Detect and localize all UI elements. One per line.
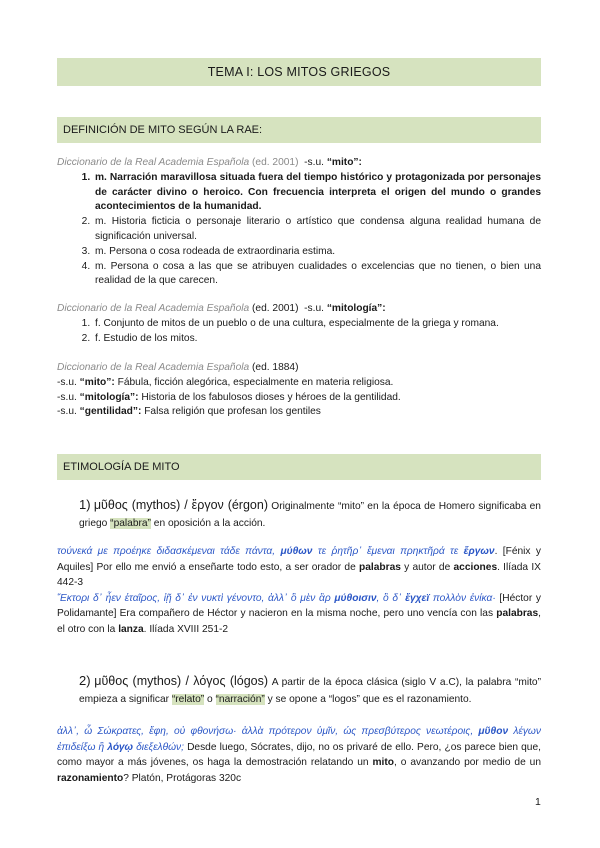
list-item: 1. f. Conjunto de mitos de un pueblo o de una cultura, especialmente de la griega y romana.	[93, 317, 541, 332]
section-heading-etimologia: ETIMOLOGÍA DE MITO	[57, 454, 541, 480]
list-item: 2. m. Historia ficticia o personaje literario o artístico que condensa alguna realidad humana de significación universal.	[93, 215, 541, 245]
list-item: 4. m. Persona o cosa a las que se atribuyen cualidades o excelencias que no tienen, o bien una realidad de la que carecen.	[93, 260, 541, 290]
definicion-mito	[57, 156, 541, 289]
cita-platon: ἀλλ᾽, ὦ Σώκρατες, ἔφη, οὐ φθονήσω· ἀλλὰ πρότερον ὑμῖν, ὡς πρεσβύτερος νεωτέροις, μῦθον λέγων ἐπιδείξω ἢ λόγῳ διεξελθών; Desde luego, Sócrates, dijo, no os privaré de ello. Pero, ¿os parece bien que, como mayor a más jóvenes, os haga la demostración relatando un mito, o avanzando por medio de un razonamiento? Platón, Protágoras 320c	[57, 726, 541, 784]
section-heading-definicion: DEFINICIÓN DE MITO SEGÚN LA RAE:	[57, 117, 541, 143]
old-def-line: -s.u. “gentilidad”: Falsa religión que profesan los gentiles	[57, 406, 321, 418]
page-number: 1	[535, 796, 541, 808]
etimologia-2: 2) μῦθος (mythos) / λόγος (lógos) A partir de la época clásica (siglo V a.C), la palabra “mito” empieza a significar “relato” o “narración” y se opone a “logos” que es el razonamiento.	[79, 673, 541, 705]
definition-list	[57, 171, 541, 289]
cita-iliada: τούνεκά με προέηκε διδασκέμεναι τάδε πάντα, μύθων τε ῥητῆρ᾽ ἔμεναι πρηκτῆρά τε ἔργων. [Fénix y Aquiles] Por ello me envió a enseñarte todo esto, a ser orador de palabras y autor de acciones. Ilíada IX 442-3 Ἕκτορι δ᾽ ἦεν ἑταῖρος, ἰῇ δ᾽ ἐν νυκτὶ γένοντο, ἀλλ᾽ ὃ μὲν ἂρ μύθοισιν, ὃ δ᾽ ἔγχεϊ πολλὸν ἐνίκα· [Héctor y Polidamante] Era compañero de Héctor y nacieron en la misma noche, pero uno vencía con las palabras, el otro con la lanza. Ilíada XVIII 251-2	[57, 546, 541, 635]
etimologia-1: 1) μῦθος (mythos) / ἔργον (érgon) Originalmente “mito” en la época de Homero significaba en griego “palabra” en oposición a la acción.	[79, 497, 541, 529]
greek-words: μῦθος (mythos) / ἔργον (érgon)	[93, 498, 268, 512]
definition-list	[57, 317, 541, 347]
highlight: “palabra”	[110, 518, 151, 529]
highlight: “narración”	[215, 694, 265, 705]
old-def-line: -s.u. “mitología”: Historia de los fabulosos dioses y héroes de la gentilidad.	[57, 391, 401, 403]
list-item: 3. m. Persona o cosa rodeada de extraordinaria estima.	[93, 245, 541, 260]
definicion-1884	[57, 361, 541, 420]
source-line: Diccionario de la Real Academia Española (ed. 2001) -s.u. “mitología”:	[57, 303, 386, 314]
source-line: Diccionario de la Real Academia Española (ed. 2001) -s.u. “mito”:	[57, 157, 362, 168]
old-def-line: -s.u. “mito”: Fábula, ficción alegórica, especialmente en materia religiosa.	[57, 376, 394, 388]
source-line: Diccionario de la Real Academia Española (ed. 1884)	[57, 362, 299, 373]
list-item: 2. f. Estudio de los mitos.	[93, 332, 541, 347]
list-item: 1. m. Narración maravillosa situada fuera del tiempo histórico y protagonizada por personajes de carácter divino o heroico. Con frecuencia interpreta el origen del mundo o grandes acontecimientos de la humanidad.	[93, 171, 541, 215]
greek-words: μῦθος (mythos) / λόγος (lógos)	[94, 674, 269, 688]
definicion-mitologia	[57, 302, 541, 346]
highlight: “relato”	[171, 694, 205, 705]
page-title: TEMA I: LOS MITOS GRIEGOS	[57, 58, 541, 86]
